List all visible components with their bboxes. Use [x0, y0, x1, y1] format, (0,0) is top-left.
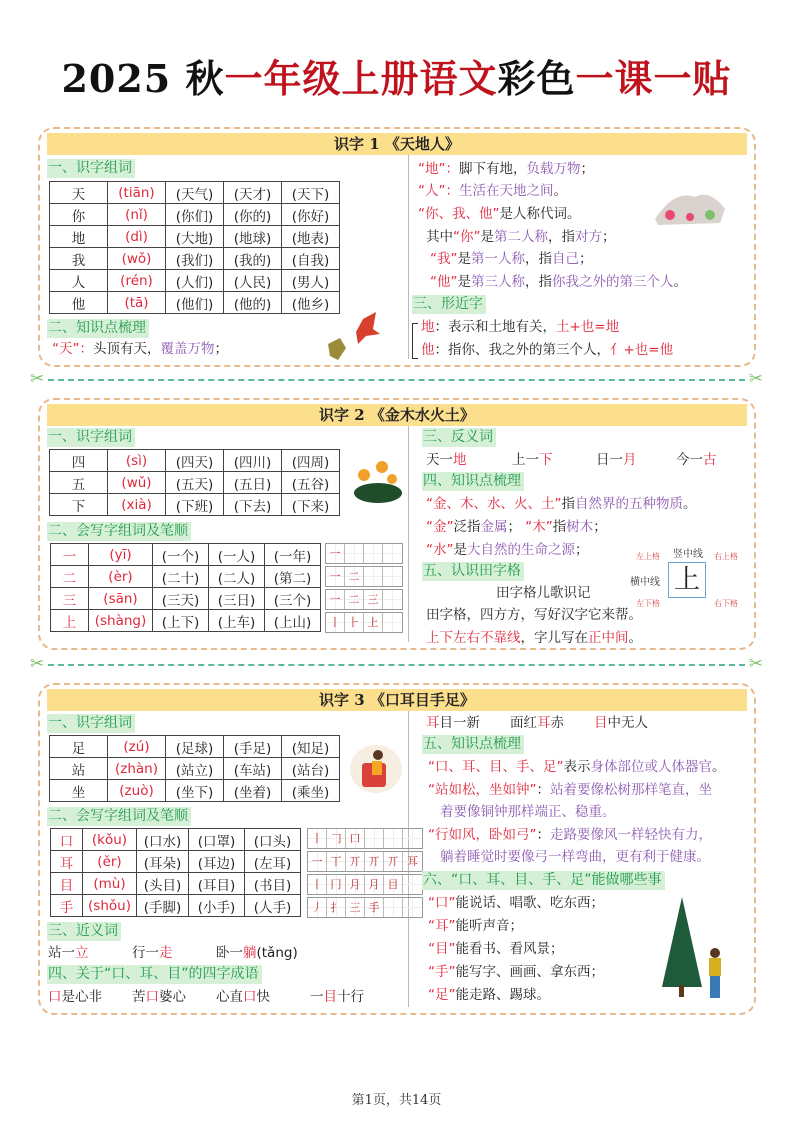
word-cell: (第二) [265, 566, 321, 588]
song-title: 田字格儿歌识记 [496, 585, 591, 601]
section-heading: 三、近义词 [47, 922, 121, 941]
stroke-cell [345, 544, 364, 563]
table-row [51, 895, 301, 917]
stroke-cell [383, 544, 402, 563]
writing-table [50, 543, 321, 632]
flowers-illustration [350, 455, 405, 505]
stroke-cell: 丌 [384, 852, 403, 871]
pinyin-cell: (nǐ) [108, 204, 166, 226]
pinyin-cell: (yī) [89, 544, 153, 566]
word-cell: (耳边) [189, 851, 245, 873]
word-table [49, 181, 340, 314]
lesson3-card [38, 683, 756, 1015]
section-heading: 二、会写字组词及笔顺 [47, 522, 191, 541]
idiom: 苦口婆心 [132, 989, 186, 1005]
table-row [50, 450, 340, 472]
table-row [51, 566, 321, 588]
stroke-cell: 丌 [346, 852, 365, 871]
pinyin-cell: (rén) [108, 270, 166, 292]
char-cell: 站 [50, 758, 108, 780]
stroke-order-grid [325, 566, 403, 587]
knowledge-line: “口、耳、目、手、足”表示身体部位或人体器官。 [428, 759, 726, 775]
word-cell: (天下) [282, 182, 340, 204]
writing-table [50, 828, 301, 917]
section-heading: 四、关于“口、耳、目”的四字成语 [47, 965, 262, 984]
table-row [50, 226, 340, 248]
word-cell: (天才) [224, 182, 282, 204]
pinyin-cell: (xià) [108, 494, 166, 516]
table-row [50, 780, 340, 802]
antonym-pair: 日一月 [596, 452, 637, 468]
word-cell: (手足) [224, 736, 282, 758]
pinyin-cell: (ěr) [83, 851, 137, 873]
synonym-pair: 站一立 [48, 945, 89, 961]
pinyin-cell: (zú) [108, 736, 166, 758]
word-cell: (书目) [245, 873, 301, 895]
pinyin-cell: (dì) [108, 226, 166, 248]
stroke-cell [403, 898, 422, 917]
pinyin-cell: (tā) [108, 292, 166, 314]
char-cell: 天 [50, 182, 108, 204]
lesson2-header: 识字 2 《金木水火土》 [47, 404, 747, 426]
stroke-cell: 丿 [308, 898, 327, 917]
table-row [50, 270, 340, 292]
stroke-cell [364, 567, 383, 586]
similar-char-line: 地：表示和土地有关，土+也=地 [421, 319, 620, 335]
char-cell: 地 [50, 226, 108, 248]
word-cell: (上车) [209, 610, 265, 632]
word-cell: (口罩) [189, 829, 245, 851]
antonym-pair: 天一地 [426, 452, 467, 468]
pinyin-cell: (sì) [108, 450, 166, 472]
stroke-cell [383, 613, 402, 632]
pinyin-cell: (sān) [89, 588, 153, 610]
antonym-pair: 上一下 [512, 452, 553, 468]
section-heading: 三、反义词 [422, 428, 496, 447]
table-row [51, 610, 321, 632]
lesson3-header: 识字 3 《口耳目手足》 [47, 689, 747, 711]
knowledge-line: “水”是大自然的生命之源； [426, 542, 589, 558]
word-cell: (下去) [224, 494, 282, 516]
char-cell: 足 [50, 736, 108, 758]
word-cell: (小手) [189, 895, 245, 917]
word-cell: (知足) [282, 736, 340, 758]
tianzige-diagram: 上 [668, 562, 706, 598]
stroke-order-grid [325, 612, 403, 633]
pinyin-cell: (tiān) [108, 182, 166, 204]
knowledge-line: “我”是第一人称，指自己； [430, 251, 593, 267]
stroke-cell: ⺘ [327, 898, 346, 917]
word-cell: (三日) [209, 588, 265, 610]
word-cell: (三个) [265, 588, 321, 610]
tianzige-label: 左上格 [636, 552, 660, 561]
word-cell: (口头) [245, 829, 301, 851]
divider [408, 426, 409, 642]
idiom: 耳目一新 [426, 715, 480, 731]
section-heading: 六、“口、耳、目、手、足”能做哪些事 [422, 871, 665, 890]
word-cell: (自我) [282, 248, 340, 270]
idiom: 心直口快 [216, 989, 270, 1005]
table-row [50, 182, 340, 204]
table-row [51, 588, 321, 610]
word-cell: (头目) [137, 873, 189, 895]
word-cell: (你的) [224, 204, 282, 226]
word-cell: (男人) [282, 270, 340, 292]
scissors-icon: ✂ [748, 654, 763, 674]
mountain-illustration [650, 179, 730, 229]
knowledge-line: 躺着睡觉时要像弓一样弯曲，更有利于健康。 [440, 849, 710, 865]
word-cell: (站立) [166, 758, 224, 780]
stroke-cell [365, 829, 384, 848]
section-heading: 一、识字组词 [47, 714, 135, 733]
word-cell: (坐着) [224, 780, 282, 802]
pinyin-cell: (wǔ) [108, 472, 166, 494]
stroke-cell: 月 [346, 875, 365, 894]
word-cell: (你好) [282, 204, 340, 226]
stroke-cell: 耳 [403, 852, 422, 871]
word-cell: (站台) [282, 758, 340, 780]
word-cell: (二人) [209, 566, 265, 588]
word-cell: (四川) [224, 450, 282, 472]
char-cell: 一 [51, 544, 89, 566]
song-line: 上下左右不靠线，字儿写在正中间。 [426, 630, 642, 646]
char-cell: 二 [51, 566, 89, 588]
char-cell: 我 [50, 248, 108, 270]
word-cell: (大地) [166, 226, 224, 248]
stroke-cell [403, 875, 422, 894]
pinyin-cell: (kǒu) [83, 829, 137, 851]
char-cell: 目 [51, 873, 83, 895]
scissors-icon: ✂ [748, 369, 763, 389]
char-cell: 三 [51, 588, 89, 610]
table-row [51, 873, 301, 895]
synonym-pair: 行一走 [132, 945, 173, 961]
word-cell: (坐下) [166, 780, 224, 802]
char-cell: 上 [51, 610, 89, 632]
stroke-order-grid [307, 897, 423, 918]
word-cell: (地表) [282, 226, 340, 248]
word-cell: (人手) [245, 895, 301, 917]
stroke-cell [364, 544, 383, 563]
reading-girl-illustration [348, 737, 403, 797]
word-cell: (地球) [224, 226, 282, 248]
scissors-icon: ✂ [30, 369, 45, 389]
word-cell: (一年) [265, 544, 321, 566]
pinyin-cell: (wǒ) [108, 248, 166, 270]
butterflies-illustration [318, 304, 388, 364]
stroke-order-grid [325, 589, 403, 610]
stroke-cell: 丅 [327, 852, 346, 871]
cut-line [30, 369, 763, 389]
stroke-cell: 手 [365, 898, 384, 917]
stroke-cell: 丨 [308, 829, 327, 848]
lesson2-card [38, 398, 756, 650]
word-cell: (五天) [166, 472, 224, 494]
knowledge-line: “地”：脚下有地，负载万物； [418, 161, 594, 177]
page-title: 2025 秋一年级上册语文彩色一课一贴 [61, 56, 732, 101]
word-cell: (车站) [224, 758, 282, 780]
section-heading: 一、识字组词 [47, 428, 135, 447]
table-row [50, 292, 340, 314]
stroke-cell: 月 [365, 875, 384, 894]
knowledge-line: “你、我、他”是人称代词。 [418, 206, 581, 222]
lesson1-header: 识字 1 《天地人》 [47, 133, 747, 155]
stroke-cell: 一 [308, 852, 327, 871]
word-cell: (二十) [153, 566, 209, 588]
stroke-cell: 二 [345, 567, 364, 586]
stroke-cell: 上 [364, 613, 383, 632]
ability-line: “足”能走路、踢球。 [428, 987, 550, 1003]
word-cell: (天气) [166, 182, 224, 204]
knowledge-line: 着要像铜钟那样端正、稳重。 [440, 804, 616, 820]
knowledge-line: “金、木、水、火、土”指自然界的五种物质。 [426, 496, 697, 512]
pinyin-cell: (mù) [83, 873, 137, 895]
stroke-cell: 丨 [308, 875, 327, 894]
knowledge-line: “天”：头顶有天，覆盖万物； [52, 341, 228, 357]
table-row [51, 829, 301, 851]
word-cell: (他乡) [282, 292, 340, 314]
pinyin-cell: (shàng) [89, 610, 153, 632]
bracket [412, 323, 418, 359]
knowledge-line: 其中“你”是第二人称，指对方； [426, 229, 616, 245]
page-number: 第1页，共14页 [351, 1093, 442, 1108]
cut-line [30, 654, 763, 674]
knowledge-line: “行如风，卧如弓”：走路要像风一样轻快有力， [428, 827, 712, 843]
char-cell: 人 [50, 270, 108, 292]
stroke-cell [383, 590, 402, 609]
song-line: 田字格，四方方，写好汉字它来帮。 [426, 607, 642, 623]
char-cell: 他 [50, 292, 108, 314]
synonym-pair: 卧一躺(tǎng) [216, 945, 298, 961]
table-row [50, 472, 340, 494]
char-cell: 下 [50, 494, 108, 516]
stroke-order-grid [307, 851, 423, 872]
ability-line: “目”能看书、看风景； [428, 941, 564, 957]
word-cell: (你们) [166, 204, 224, 226]
word-cell: (我们) [166, 248, 224, 270]
word-cell: (人民) [224, 270, 282, 292]
knowledge-line: “他”是第三人称，指你我之外的第三个人。 [430, 274, 687, 290]
tianzige-label: 左下格 [636, 599, 660, 608]
section-heading: 一、识字组词 [47, 159, 135, 178]
word-cell: (我的) [224, 248, 282, 270]
stroke-cell: 冂 [327, 875, 346, 894]
word-cell: (上下) [153, 610, 209, 632]
word-cell: (下来) [282, 494, 340, 516]
stroke-cell: 三 [346, 898, 365, 917]
tianzige-label: 横中线 [630, 577, 660, 588]
char-cell: 耳 [51, 851, 83, 873]
pinyin-cell: (èr) [89, 566, 153, 588]
ability-line: “口”能说话、唱歌、吃东西； [428, 895, 604, 911]
stroke-cell [384, 898, 403, 917]
table-row [50, 494, 340, 516]
tianzige-label: 右上格 [714, 552, 738, 561]
idiom: 一目十行 [310, 989, 364, 1005]
tree-and-boy-illustration [660, 895, 730, 1005]
divider [408, 155, 409, 359]
char-cell: 你 [50, 204, 108, 226]
word-cell: (人们) [166, 270, 224, 292]
word-cell: (五谷) [282, 472, 340, 494]
idiom: 面红耳赤 [510, 715, 564, 731]
char-cell: 坐 [50, 780, 108, 802]
word-cell: (三天) [153, 588, 209, 610]
stroke-order-grid [325, 543, 403, 564]
char-cell: 四 [50, 450, 108, 472]
lesson1-card [38, 127, 756, 367]
word-cell: (他的) [224, 292, 282, 314]
word-table [49, 449, 340, 516]
word-cell: (耳目) [189, 873, 245, 895]
idiom: 口是心非 [48, 989, 102, 1005]
knowledge-line: “金”泛指金属； “木”指树木； [426, 519, 607, 535]
stroke-cell: 一 [326, 567, 345, 586]
word-cell: (左耳) [245, 851, 301, 873]
tianzige-label: 右下格 [714, 599, 738, 608]
pinyin-cell: (zuò) [108, 780, 166, 802]
pinyin-cell: (shǒu) [83, 895, 137, 917]
word-cell: (一人) [209, 544, 265, 566]
section-heading: 二、知识点梳理 [47, 319, 149, 338]
char-cell: 手 [51, 895, 83, 917]
ability-line: “耳”能听声音； [428, 918, 523, 934]
word-cell: (四周) [282, 450, 340, 472]
similar-char-line: 他：指你、我之外的第三个人，亻+也=他 [421, 342, 674, 358]
stroke-cell: ⺊ [345, 613, 364, 632]
stroke-cell: 二 [345, 590, 364, 609]
word-table [49, 735, 340, 802]
stroke-cell [384, 829, 403, 848]
char-cell: 五 [50, 472, 108, 494]
section-heading: 四、知识点梳理 [422, 472, 524, 491]
word-cell: (下班) [166, 494, 224, 516]
word-cell: (五日) [224, 472, 282, 494]
word-cell: (他们) [166, 292, 224, 314]
table-row [50, 248, 340, 270]
table-row [50, 758, 340, 780]
char-cell: 口 [51, 829, 83, 851]
word-cell: (耳朵) [137, 851, 189, 873]
stroke-order-grid [307, 874, 423, 895]
stroke-cell: 一 [326, 544, 345, 563]
table-row [51, 544, 321, 566]
section-heading: 二、会写字组词及笔顺 [47, 807, 191, 826]
stroke-cell: 丨 [326, 613, 345, 632]
word-cell: (足球) [166, 736, 224, 758]
knowledge-line: “站如松，坐如钟”：站着要像松树那样笔直，坐 [428, 782, 712, 798]
word-cell: (一个) [153, 544, 209, 566]
stroke-cell [403, 829, 422, 848]
section-heading: 五、认识田字格 [422, 562, 524, 581]
word-cell: (口水) [137, 829, 189, 851]
stroke-cell: 三 [364, 590, 383, 609]
table-row [51, 851, 301, 873]
word-cell: (四天) [166, 450, 224, 472]
section-heading: 三、形近字 [412, 295, 486, 314]
tianzige-label: 竖中线 [673, 549, 703, 560]
table-row [50, 736, 340, 758]
scissors-icon: ✂ [30, 654, 45, 674]
word-cell: (上山) [265, 610, 321, 632]
stroke-cell: 一 [326, 590, 345, 609]
stroke-order-grid [307, 828, 423, 849]
idiom: 目中无人 [594, 715, 648, 731]
stroke-cell: 丌 [365, 852, 384, 871]
table-row [50, 204, 340, 226]
pinyin-cell: (zhàn) [108, 758, 166, 780]
antonym-pair: 今一古 [676, 452, 717, 468]
section-heading: 五、知识点梳理 [422, 735, 524, 754]
stroke-cell: 目 [384, 875, 403, 894]
stroke-cell [383, 567, 402, 586]
knowledge-line: “人”：生活在天地之间。 [418, 183, 567, 199]
word-cell: (乘坐) [282, 780, 340, 802]
stroke-cell: 𠃌 [327, 829, 346, 848]
stroke-cell: 口 [346, 829, 365, 848]
ability-line: “手”能写字、画画、拿东西； [428, 964, 604, 980]
word-cell: (手脚) [137, 895, 189, 917]
